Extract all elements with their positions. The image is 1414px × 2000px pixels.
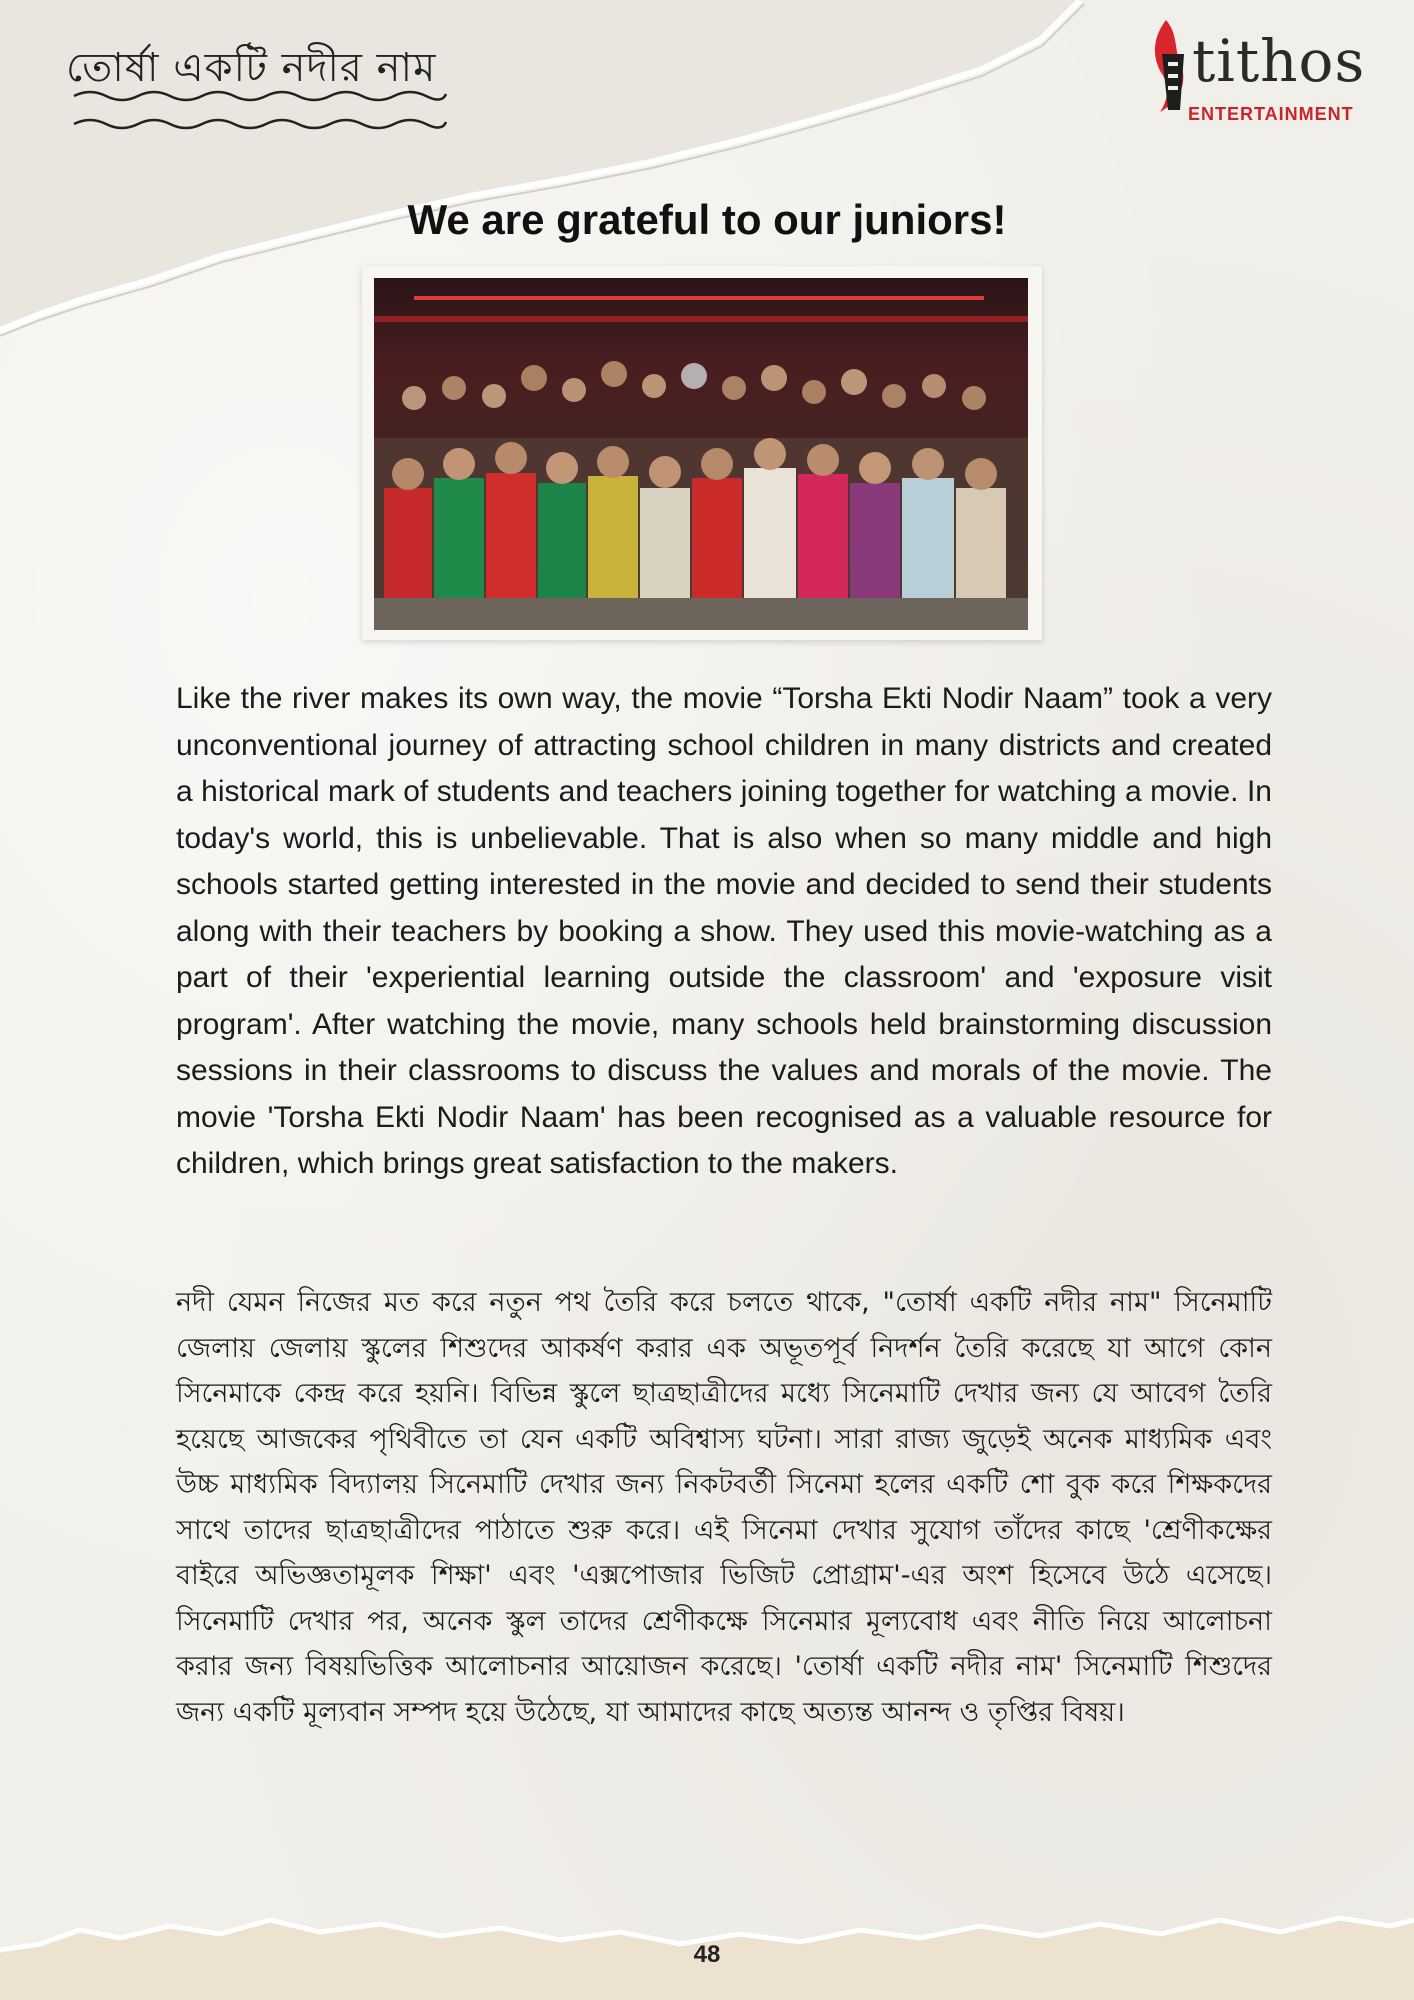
paragraph-bengali: নদী যেমন নিজের মত করে নতুন পথ তৈরি করে চলতে থাকে, "তোর্ষা একটি নদীর নাম" সিনেমাটি জেলায় জেলায় স্কুলের শিশুদের আকর্ষণ করার এক অভূতপূর্ব নিদর্শন তৈরি করেছে যা আগে কোন সিনেমাকে কেন্দ্র করে হয়নি। বিভিন্ন স্কুলে ছাত্রছাত্রীদের মধ্যে সিনেমাটি দেখার জন্য যে আবেগ তৈরি হয়েছে আজকের পৃথিবীতে তা যেন একটি অবিশ্বাস্য ঘটনা। সারা রাজ্য জুড়েই অনেক মাধ্যমিক এবং উচ্চ মাধ্যমিক বিদ্যালয় সিনেমাটি দেখার জন্য নিকটবর্তী সিনেমা হলের একটি শো বুক করে শিক্ষকদের সাথে তাদের ছাত্রছাত্রীদের পাঠাতে শুরু করে। এই সিনেমা দেখার সুযোগ তাঁদের কাছে 'শ্রেণীকক্ষের বাইরে অভিজ্ঞতামূলক শিক্ষা' এবং 'এক্সপোজার ভিজিট প্রোগ্রাম'-এর অংশ হিসেবে উঠে এসেছে। সিনেমাটি দেখার পর, অনেক স্কুল তাদের শ্রেণীকক্ষে সিনেমার মূল্যবোধ এবং নীতি নিয়ে আলোচনা করার জন্য বিষয়ভিত্তিক আলোচনার আয়োজন করেছে। 'তোর্ষা একটি নদীর নাম' সিনেমাটি শিশুদের জন্য একটি মূল্যবান সম্পদ হয়ে উঠেছে, যা আমাদের কাছে অত্যন্ত আনন্দ ও তৃপ্তির বিষয়।: [176, 1287, 1272, 1728]
logo-wordmark: tithos: [1192, 27, 1366, 95]
handdrawn-underline: [70, 86, 450, 138]
page-number: 48: [693, 1941, 721, 1968]
photo-frame: [362, 266, 1042, 640]
paragraph-english: Like the river makes its own way, the movie “Torsha Ekti Nodir Naam” took a very unconventional journey of attracting school children in many districts and created a historical mark of students and teachers joining together for watching a movie. In today's world, this is unbelievable. That is also when so many middle and high schools started getting interested in the movie and decided to send their students along with their teachers by booking a show. They used this movie-watching as a part of their 'experiential learning outside the classroom' and 'exposure visit program'. After watching the movie, many schools held brainstorming discussion sessions in their classrooms to discuss the values and morals of the movie. The movie 'Torsha Ekti Nodir Naam' has been recognised as a valuable resource for children, which brings great satisfaction to the makers.: [176, 682, 1272, 1180]
logo-subtitle: ENTERTAINMENT: [1188, 104, 1354, 124]
group-photo-image: [374, 278, 1028, 630]
movie-title-bengali: তোর্ষা একটি নদীর নাম: [66, 45, 437, 91]
page-heading: We are grateful to our juniors!: [407, 196, 1007, 243]
